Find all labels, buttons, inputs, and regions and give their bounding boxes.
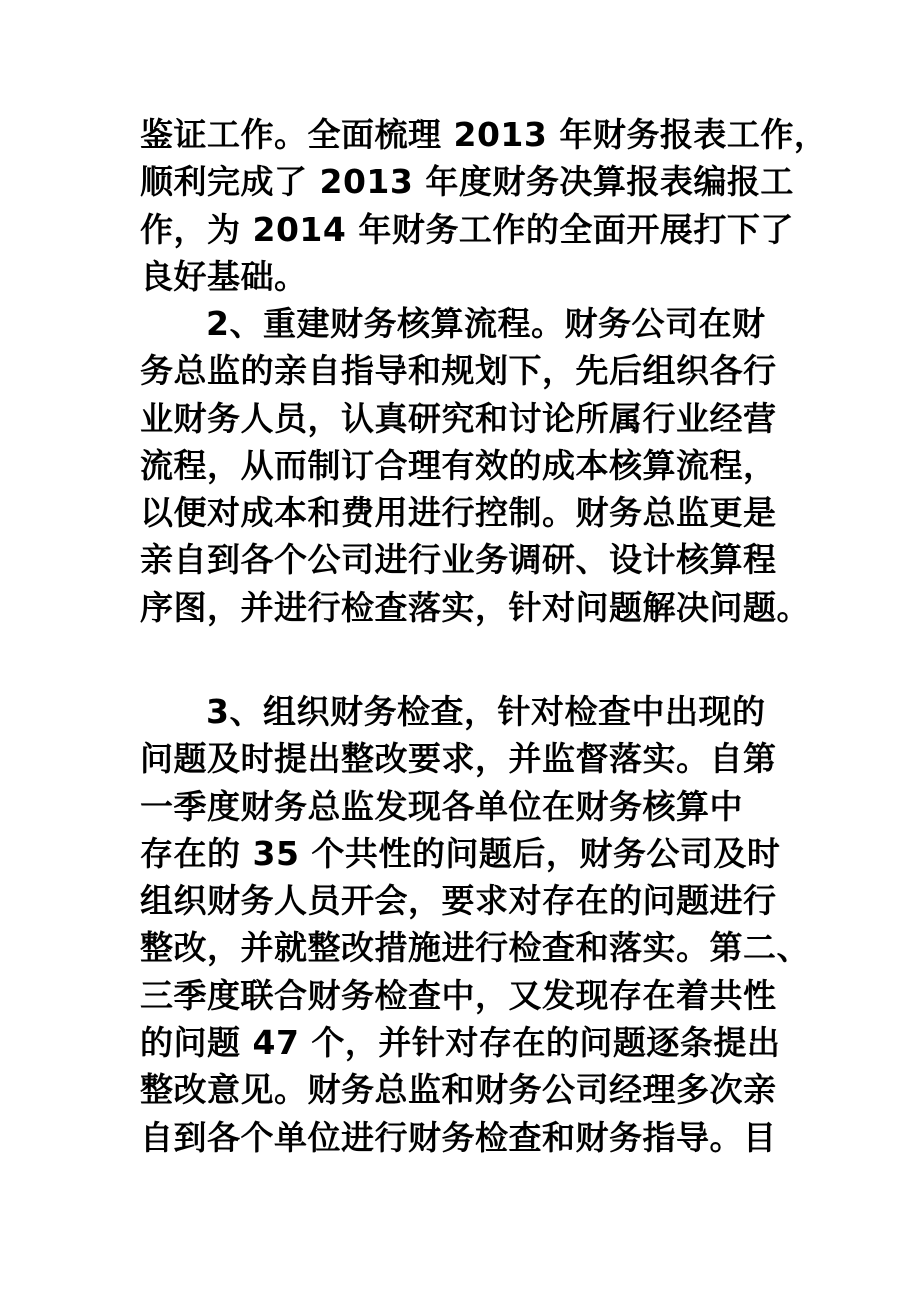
paragraph-line: 一季度财务总监发现各单位在财务核算中 [140, 786, 743, 826]
paragraph-2 [140, 300, 810, 631]
paragraph-line: 亲自到各个公司进行业务调研、设计核算程 [140, 540, 777, 580]
paragraph-line: 3、组织财务检查，针对检查中出现的 [206, 692, 766, 731]
paragraph-3 [140, 688, 810, 1161]
paragraph-line: 顺利完成了 2013 年度财务决算报表编报工 [140, 162, 794, 202]
paragraph-line: 良好基础。 [140, 256, 308, 296]
paragraph-line: 业财务人员，认真研究和讨论所属行业经营 [140, 398, 777, 438]
paragraph-line: 序图，并进行检查落实，针对问题解决问题。 [140, 587, 810, 627]
paragraph-line: 自到各个单位进行财务检查和财务指导。目 [140, 1117, 777, 1157]
paragraph-line: 鉴证工作。全面梳理 2013 年财务报表工作， [140, 115, 828, 154]
paragraph-line: 组织财务人员开会，要求对存在的问题进行 [140, 881, 777, 921]
paragraph-line: 的问题 47 个，并针对存在的问题逐条提出 [140, 1023, 781, 1063]
paragraph-line: 整改意见。财务总监和财务公司经理多次亲 [140, 1070, 777, 1110]
paragraph-line: 存在的 35 个共性的问题后，财务公司及时 [140, 833, 781, 873]
paragraph-line: 三季度联合财务检查中，又发现存在着共性 [140, 975, 777, 1015]
paragraph-1 [140, 111, 828, 300]
paragraph-line: 以便对成本和费用进行控制。财务总监更是 [140, 493, 777, 533]
paragraph-line: 务总监的亲自指导和规划下，先后组织各行 [140, 351, 777, 391]
paragraph-line: 作，为 2014 年财务工作的全面开展打下了 [140, 209, 794, 249]
paragraph-line: 问题及时提出整改要求，并监督落实。自第 [140, 739, 777, 779]
paragraph-line: 流程，从而制订合理有效的成本核算流程， [140, 445, 777, 485]
paragraph-line: 2、重建财务核算流程。财务公司在财 [206, 304, 766, 343]
paragraph-line: 整改，并就整改措施进行检查和落实。第二、 [140, 928, 810, 968]
